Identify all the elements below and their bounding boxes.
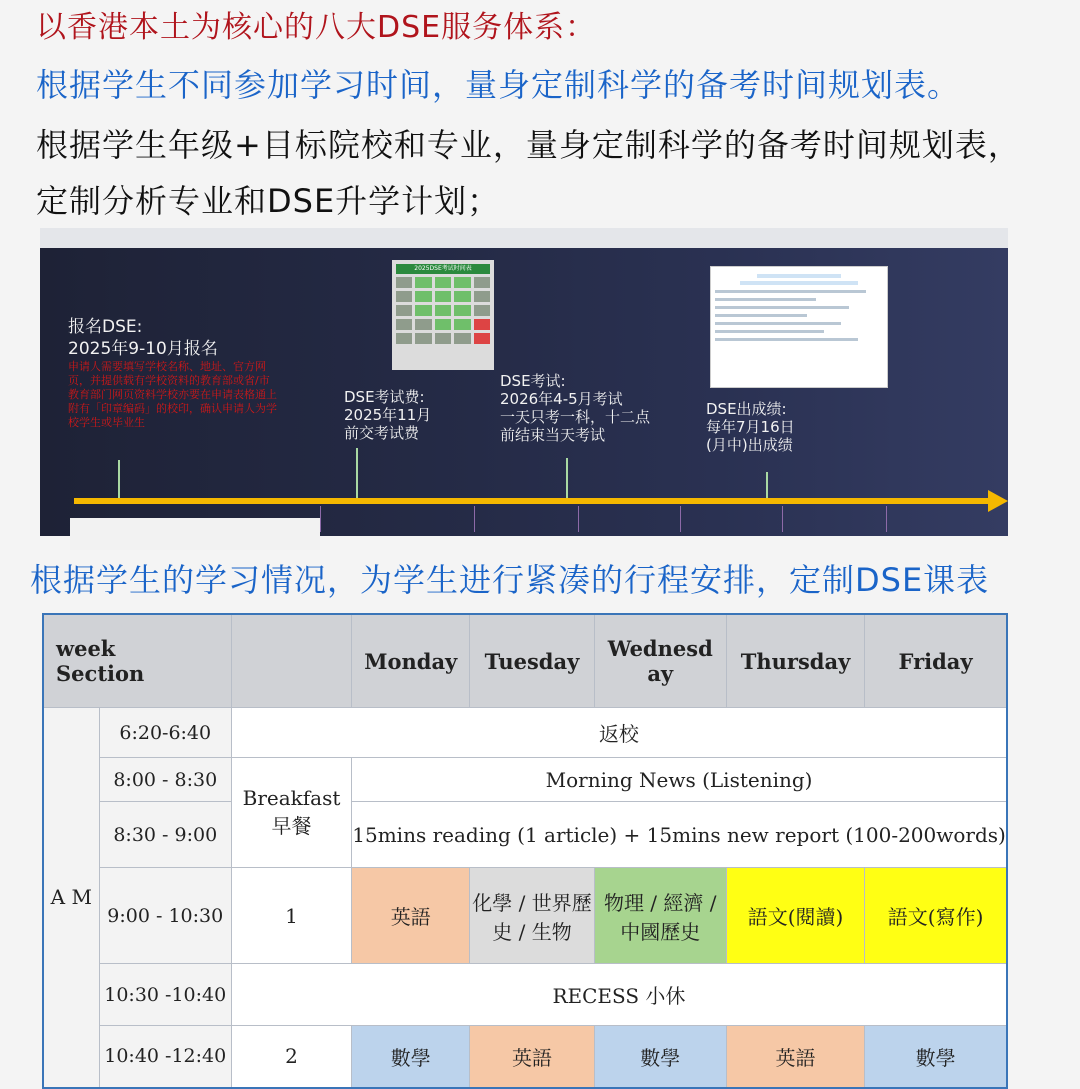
activity-cell: Morning News (Listening)	[352, 758, 1007, 802]
milestone-exam-desc: 一天只考一科，十二点前结束当天考试	[500, 408, 651, 444]
result-notice-thumbnail	[710, 266, 888, 388]
subject-cell: 化學 / 世界歷史 / 生物	[470, 868, 594, 964]
day-header: Monday	[352, 614, 470, 708]
milestone-register-title: 报名DSE:	[68, 317, 143, 337]
subject-cell: 數學	[865, 1026, 1007, 1088]
table-row	[43, 758, 1007, 802]
activity-cell: 15mins reading (1 article) + 15mins new report (100-200words)	[352, 802, 1007, 868]
milestone-exam-stem	[566, 458, 568, 500]
milestone-register-note: 申请人需要填写学校名称、地址、官方网页，并提供载有学校资料的教育部或省/市教育部门网页资料学校亦要在申请表格通上附有「印章编码」的校印，确认申请人为学校学生或毕业生	[68, 360, 277, 429]
table-row	[43, 964, 1007, 1026]
timeline-arrow	[988, 490, 1008, 512]
milestone-register-stem	[118, 460, 120, 500]
milestone-results-stem	[766, 472, 768, 500]
timeline-tick	[886, 506, 887, 532]
exam-timetable-thumbnail	[392, 260, 494, 370]
time-cell: 8:00 - 8:30	[99, 758, 231, 802]
milestone-exam-date: 2026年4-5月考试	[500, 390, 623, 408]
time-cell: 9:00 - 10:30	[99, 868, 231, 964]
milestone-fee-date: 2025年11月	[344, 406, 432, 424]
subject-cell: 英語	[726, 1026, 864, 1088]
table-row	[43, 1026, 1007, 1088]
milestone-results-desc: (月中)出成绩	[706, 436, 793, 454]
milestone-exam	[500, 372, 650, 444]
heading-plan: 定制分析专业和DSE升学计划；	[36, 182, 501, 220]
activity-cell: 返校	[231, 708, 1007, 758]
time-cell: 8:30 - 9:00	[99, 802, 231, 868]
period-cell: 2	[231, 1026, 351, 1088]
dse-schedule-table	[42, 613, 1008, 1089]
table-header-row	[43, 614, 1007, 708]
heading-service-system: 以香港本土为核心的八大DSE服务体系：	[36, 10, 597, 45]
activity-cell: RECESS 小休	[231, 964, 1007, 1026]
timeline-caption-image	[70, 518, 320, 550]
subject-cell: 數學	[352, 1026, 470, 1088]
day-header: Thursday	[726, 614, 864, 708]
milestone-fee-title: DSE考试费:	[344, 388, 425, 406]
heading-grade-target: 根据学生年级+目标院校和专业，量身定制科学的备考时间规划表，	[36, 126, 1021, 164]
milestone-results-date: 每年7月16日	[706, 418, 795, 436]
milestone-exam-title: DSE考试:	[500, 372, 566, 390]
table-row	[43, 868, 1007, 964]
timeline-axis	[74, 498, 994, 504]
corner-section: Section	[56, 661, 145, 686]
heading-study-time: 根据学生不同参加学习时间，量身定制科学的备考时间规划表。	[36, 66, 961, 104]
timeline-tick	[782, 506, 783, 532]
milestone-register	[68, 316, 218, 360]
timeline-tick	[474, 506, 475, 532]
breakfast-cell: Breakfast 早餐	[231, 758, 351, 868]
day-header: Friday	[865, 614, 1007, 708]
time-cell: 6:20-6:40	[99, 708, 231, 758]
milestone-results-title: DSE出成绩:	[706, 400, 787, 418]
blank-header	[231, 614, 351, 708]
subject-cell: 物理 / 經濟 / 中國歷史	[594, 868, 726, 964]
milestone-fee-stem	[356, 448, 358, 500]
day-header: Tuesday	[470, 614, 594, 708]
period-cell: 1	[231, 868, 351, 964]
milestone-fee	[344, 388, 431, 442]
heading-schedule: 根据学生的学习情况，为学生进行紧凑的行程安排，定制DSE课表	[30, 561, 990, 599]
table-row	[43, 708, 1007, 758]
table-row	[43, 802, 1007, 868]
time-cell: 10:40 -12:40	[99, 1026, 231, 1088]
timeline-tick	[680, 506, 681, 532]
exam-timetable-thumbnail-title: 2025DSE考试时间表	[396, 264, 490, 274]
corner-header	[43, 614, 231, 708]
am-label: A M	[43, 708, 99, 1088]
timeline-tick	[320, 506, 321, 532]
corner-week: week	[56, 636, 116, 661]
dse-timeline	[40, 228, 1008, 536]
subject-cell: 語文(寫作)	[865, 868, 1007, 964]
milestone-results	[706, 400, 795, 454]
milestone-fee-desc: 前交考试费	[344, 424, 420, 442]
day-header: Wednesd ay	[594, 614, 726, 708]
time-cell: 10:30 -10:40	[99, 964, 231, 1026]
subject-cell: 語文(閱讀)	[726, 868, 864, 964]
subject-cell: 數學	[594, 1026, 726, 1088]
milestone-register-date: 2025年9-10月报名	[68, 339, 218, 359]
subject-cell: 英語	[470, 1026, 594, 1088]
subject-cell: 英語	[352, 868, 470, 964]
timeline-tick	[578, 506, 579, 532]
